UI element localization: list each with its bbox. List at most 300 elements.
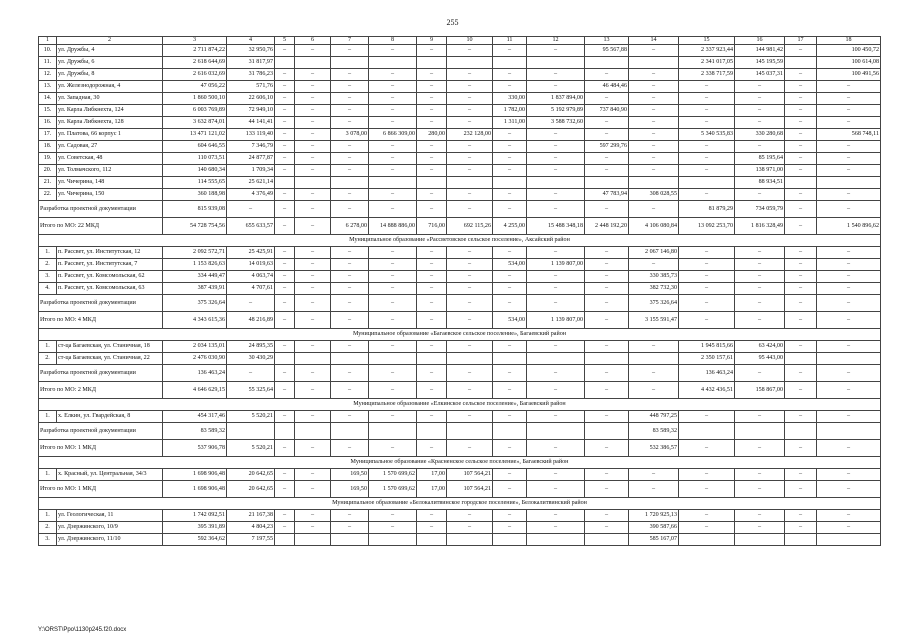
table-cell: – <box>629 201 679 218</box>
table-cell: 4 063,74 <box>227 271 275 283</box>
table-cell <box>331 57 369 69</box>
address-cell: ул. Дружбы, 8 <box>57 69 163 81</box>
table-cell <box>447 353 493 365</box>
table-cell: 81 879,29 <box>679 201 735 218</box>
table-cell: – <box>331 81 369 93</box>
table-cell: 22 606,10 <box>227 93 275 105</box>
table-cell <box>785 177 817 189</box>
table-cell: – <box>447 81 493 93</box>
address-cell: ул. Советская, 48 <box>57 153 163 165</box>
table-cell: 72 949,10 <box>227 105 275 117</box>
table-cell: – <box>817 283 881 295</box>
table-cell: – <box>785 271 817 283</box>
table-cell: 2 337 923,44 <box>679 45 735 57</box>
table-cell: 144 981,42 <box>735 45 785 57</box>
table-cell <box>275 423 295 440</box>
table-cell: – <box>447 141 493 153</box>
table-cell: 1 816 328,49 <box>735 218 785 235</box>
table-cell: 3 632 874,01 <box>163 117 227 129</box>
table-cell: 2 034 135,01 <box>163 341 227 353</box>
table-cell: 6 866 309,00 <box>369 129 417 141</box>
table-cell: – <box>295 69 331 81</box>
table-cell: 44 141,41 <box>227 117 275 129</box>
table-cell: – <box>295 510 331 522</box>
address-cell: ул. Дружбы, 6 <box>57 57 163 69</box>
table-cell: – <box>275 312 295 329</box>
table-cell: – <box>527 295 585 312</box>
table-cell: – <box>527 165 585 177</box>
summary-label: Разработка проектной документации <box>39 365 163 382</box>
table-cell: 4 376,49 <box>227 189 275 201</box>
table-cell: – <box>295 283 331 295</box>
table-cell: 655 633,57 <box>227 218 275 235</box>
table-cell: – <box>679 189 735 201</box>
table-cell: – <box>493 271 527 283</box>
summary-row <box>39 423 881 440</box>
table-cell: – <box>417 259 447 271</box>
table-cell: 815 939,08 <box>163 201 227 218</box>
table-cell: – <box>817 365 881 382</box>
table-cell <box>275 57 295 69</box>
table-cell: – <box>295 153 331 165</box>
table-cell: – <box>735 81 785 93</box>
table-cell: 47 056,22 <box>163 81 227 93</box>
table-cell: – <box>527 69 585 81</box>
table-cell: – <box>679 481 735 498</box>
table-cell <box>331 423 369 440</box>
table-cell <box>629 57 679 69</box>
table-cell: – <box>817 105 881 117</box>
table-cell: 2 618 644,69 <box>163 57 227 69</box>
address-cell: ул. Дзержинского, 11/10 <box>57 534 163 546</box>
table-cell: 7 346,79 <box>227 141 275 153</box>
row-number: 1. <box>39 341 57 353</box>
table-cell: – <box>369 189 417 201</box>
table-cell: – <box>331 247 369 259</box>
table-cell: – <box>417 165 447 177</box>
table-row <box>39 141 881 153</box>
table-cell: – <box>585 93 629 105</box>
table-cell: – <box>295 522 331 534</box>
table-cell: 4 646 629,15 <box>163 382 227 399</box>
summary-row <box>39 382 881 399</box>
table-cell: – <box>369 295 417 312</box>
table-cell: – <box>585 295 629 312</box>
table-cell: – <box>785 247 817 259</box>
table-cell: 110 073,51 <box>163 153 227 165</box>
table-cell: 100 450,72 <box>817 45 881 57</box>
table-cell: – <box>585 522 629 534</box>
table-cell: – <box>785 510 817 522</box>
table-cell: 534,00 <box>493 312 527 329</box>
table-row <box>39 105 881 117</box>
table-cell: – <box>527 522 585 534</box>
table-cell: – <box>527 247 585 259</box>
table-cell: 133 119,40 <box>227 129 275 141</box>
table-cell: – <box>447 341 493 353</box>
table-cell <box>817 534 881 546</box>
table-cell: – <box>331 411 369 423</box>
table-cell: – <box>785 189 817 201</box>
table-cell: 390 587,66 <box>629 522 679 534</box>
table-cell <box>447 534 493 546</box>
table-cell: – <box>817 189 881 201</box>
summary-row <box>39 218 881 235</box>
table-cell: – <box>679 283 735 295</box>
table-cell: – <box>447 312 493 329</box>
table-cell: 114 555,65 <box>163 177 227 189</box>
table-cell: – <box>527 365 585 382</box>
table-cell <box>447 57 493 69</box>
table-row <box>39 69 881 81</box>
table-cell: – <box>527 440 585 457</box>
table-cell: – <box>629 45 679 57</box>
table-cell: – <box>275 141 295 153</box>
table-cell: – <box>295 81 331 93</box>
table-cell: – <box>785 81 817 93</box>
table-cell: – <box>417 382 447 399</box>
table-cell: – <box>679 510 735 522</box>
table-row <box>39 117 881 129</box>
table-cell: 48 216,89 <box>227 312 275 329</box>
table-cell: – <box>369 411 417 423</box>
table-cell: 15 488 348,18 <box>527 218 585 235</box>
table-cell <box>275 177 295 189</box>
column-number-cell: 17 <box>785 37 817 45</box>
table-cell: – <box>585 469 629 481</box>
table-cell: – <box>331 259 369 271</box>
table-cell: 2 616 032,69 <box>163 69 227 81</box>
table-cell: – <box>679 81 735 93</box>
table-cell: 568 748,11 <box>817 129 881 141</box>
column-number-cell: 1 <box>39 37 57 45</box>
table-cell: – <box>331 189 369 201</box>
table-cell: – <box>295 365 331 382</box>
table-cell: 140 680,34 <box>163 165 227 177</box>
table-cell: – <box>735 283 785 295</box>
row-number: 22. <box>39 189 57 201</box>
table-cell: – <box>369 165 417 177</box>
table-cell: 169,50 <box>331 469 369 481</box>
table-cell: – <box>585 271 629 283</box>
table-cell: 21 167,38 <box>227 510 275 522</box>
table-cell: – <box>275 247 295 259</box>
summary-row <box>39 481 881 498</box>
table-cell: – <box>817 469 881 481</box>
row-number: 18. <box>39 141 57 153</box>
table-cell: – <box>585 283 629 295</box>
table-cell <box>527 423 585 440</box>
table-cell: – <box>447 93 493 105</box>
table-cell: – <box>629 259 679 271</box>
column-number-cell: 14 <box>629 37 679 45</box>
table-cell: – <box>275 45 295 57</box>
address-cell: ул. Карла Либкнехта, 124 <box>57 105 163 117</box>
table-cell: 2 711 874,22 <box>163 45 227 57</box>
table-cell <box>331 534 369 546</box>
table-cell: 592 364,62 <box>163 534 227 546</box>
summary-label: Разработка проектной документации <box>39 295 163 312</box>
table-cell: 95 443,00 <box>735 353 785 365</box>
table-cell: – <box>369 93 417 105</box>
address-cell: ул. Карла Либкнехта, 128 <box>57 117 163 129</box>
table-cell: – <box>331 201 369 218</box>
row-number: 3. <box>39 271 57 283</box>
table-cell: – <box>785 153 817 165</box>
table-cell: – <box>331 165 369 177</box>
table-cell: 1 570 699,62 <box>369 481 417 498</box>
table-cell: – <box>275 259 295 271</box>
row-number: 20. <box>39 165 57 177</box>
table-cell: – <box>585 165 629 177</box>
table-cell: 6 003 769,89 <box>163 105 227 117</box>
table-cell: 13 092 253,70 <box>679 218 735 235</box>
table-cell: – <box>527 81 585 93</box>
table-cell: – <box>493 341 527 353</box>
table-cell: – <box>817 382 881 399</box>
table-cell: 85 195,64 <box>735 153 785 165</box>
table-cell: – <box>331 382 369 399</box>
table-cell: 136 463,24 <box>679 365 735 382</box>
row-number: 21. <box>39 177 57 189</box>
table-cell: – <box>785 141 817 153</box>
table-cell: – <box>331 522 369 534</box>
table-cell: – <box>447 295 493 312</box>
table-cell <box>629 353 679 365</box>
table-cell: – <box>295 201 331 218</box>
summary-label: Разработка проектной документации <box>39 201 163 218</box>
table-cell: – <box>785 522 817 534</box>
table-cell: – <box>785 69 817 81</box>
table-cell: 1 540 896,62 <box>817 218 881 235</box>
table-cell: – <box>785 45 817 57</box>
table-cell: – <box>585 440 629 457</box>
table-cell: – <box>447 365 493 382</box>
table-cell: – <box>275 81 295 93</box>
table-cell: 107 564,21 <box>447 481 493 498</box>
table-cell: – <box>331 312 369 329</box>
table-cell: – <box>817 93 881 105</box>
table-cell: – <box>735 247 785 259</box>
address-cell: ст-ца Багаевская, ул. Станичная, 18 <box>57 341 163 353</box>
column-number-cell: 9 <box>417 37 447 45</box>
table-cell: – <box>447 382 493 399</box>
table-cell <box>527 534 585 546</box>
table-cell: – <box>679 522 735 534</box>
table-cell: – <box>275 189 295 201</box>
table-cell: 3 588 732,60 <box>527 117 585 129</box>
table-cell: – <box>417 141 447 153</box>
table-cell <box>227 423 275 440</box>
table-cell <box>585 57 629 69</box>
table-cell: – <box>493 81 527 93</box>
table-cell: – <box>275 201 295 218</box>
table-cell: 24 895,35 <box>227 341 275 353</box>
table-cell: 4 255,00 <box>493 218 527 235</box>
row-number: 13. <box>39 81 57 93</box>
table-cell: – <box>417 105 447 117</box>
table-cell: 3 155 591,47 <box>629 312 679 329</box>
table-cell: – <box>527 271 585 283</box>
table-row <box>39 469 881 481</box>
table-cell: – <box>493 69 527 81</box>
table-row <box>39 271 881 283</box>
table-cell: – <box>817 247 881 259</box>
table-cell: 1 698 906,48 <box>163 481 227 498</box>
table-cell <box>785 534 817 546</box>
table-cell: – <box>275 510 295 522</box>
table-cell: – <box>447 153 493 165</box>
table-cell: – <box>817 141 881 153</box>
row-number: 1. <box>39 510 57 522</box>
table-cell: – <box>295 411 331 423</box>
table-cell: 1 945 815,66 <box>679 341 735 353</box>
table-cell: – <box>785 481 817 498</box>
column-number-cell: 8 <box>369 37 417 45</box>
table-cell: – <box>527 481 585 498</box>
table-cell: – <box>417 440 447 457</box>
table-cell <box>295 353 331 365</box>
table-cell: – <box>629 141 679 153</box>
table-cell <box>295 177 331 189</box>
table-cell: – <box>493 129 527 141</box>
table-cell: – <box>679 117 735 129</box>
table-cell <box>585 534 629 546</box>
table-cell: – <box>735 510 785 522</box>
table-cell: – <box>369 312 417 329</box>
column-number-cell: 6 <box>295 37 331 45</box>
table-cell: – <box>295 93 331 105</box>
table-cell: – <box>817 295 881 312</box>
table-cell: – <box>369 440 417 457</box>
table-cell: – <box>369 259 417 271</box>
table-cell: 3 078,00 <box>331 129 369 141</box>
table-cell: – <box>493 440 527 457</box>
table-cell: 31 817,97 <box>227 57 275 69</box>
table-cell: – <box>785 411 817 423</box>
table-cell <box>817 353 881 365</box>
table-cell: – <box>629 81 679 93</box>
table-cell: – <box>227 365 275 382</box>
column-number-cell: 10 <box>447 37 493 45</box>
table-cell: – <box>817 411 881 423</box>
table-cell: 454 317,46 <box>163 411 227 423</box>
table-cell: 6 278,00 <box>331 218 369 235</box>
table-cell: – <box>295 45 331 57</box>
address-cell: ул. Толмачского, 112 <box>57 165 163 177</box>
table-cell: – <box>275 218 295 235</box>
table-cell: – <box>817 201 881 218</box>
table-cell <box>679 423 735 440</box>
table-cell <box>417 534 447 546</box>
table-cell: 83 589,32 <box>163 423 227 440</box>
table-cell: 360 188,98 <box>163 189 227 201</box>
summary-label: Итого по МО: 1 МКД <box>39 440 163 457</box>
table-cell: – <box>447 45 493 57</box>
table-cell: – <box>369 141 417 153</box>
table-cell: – <box>331 271 369 283</box>
table-cell: – <box>275 341 295 353</box>
table-cell: – <box>417 189 447 201</box>
table-cell: 47 783,94 <box>585 189 629 201</box>
table-cell: – <box>331 510 369 522</box>
table-cell: – <box>417 45 447 57</box>
summary-row <box>39 201 881 218</box>
row-number: 17. <box>39 129 57 141</box>
table-row <box>39 283 881 295</box>
table-cell: 532 386,57 <box>629 440 679 457</box>
table-cell: – <box>527 341 585 353</box>
table-cell: 136 463,24 <box>163 365 227 382</box>
table-cell: – <box>679 153 735 165</box>
table-cell: – <box>785 295 817 312</box>
table-cell: – <box>417 312 447 329</box>
table-cell: – <box>585 259 629 271</box>
summary-row <box>39 440 881 457</box>
table-cell: – <box>817 510 881 522</box>
table-cell: – <box>275 440 295 457</box>
table-cell: 1 153 826,63 <box>163 259 227 271</box>
table-cell: – <box>493 165 527 177</box>
table-cell: – <box>275 117 295 129</box>
row-number: 16. <box>39 117 57 129</box>
table-cell: – <box>295 440 331 457</box>
table-cell: – <box>735 259 785 271</box>
table-cell: – <box>295 481 331 498</box>
column-number-cell: 11 <box>493 37 527 45</box>
table-cell: 375 326,64 <box>163 295 227 312</box>
table-cell: 585 167,07 <box>629 534 679 546</box>
table-cell: – <box>275 481 295 498</box>
table-cell: – <box>369 105 417 117</box>
table-cell: – <box>295 341 331 353</box>
table-cell: – <box>493 153 527 165</box>
table-cell: 1 720 925,13 <box>629 510 679 522</box>
table-cell: – <box>447 247 493 259</box>
table-cell: 25 425,91 <box>227 247 275 259</box>
table-cell: 158 867,00 <box>735 382 785 399</box>
table-cell: 54 728 754,56 <box>163 218 227 235</box>
table-cell: – <box>785 218 817 235</box>
table-cell: – <box>227 295 275 312</box>
table-cell: – <box>785 93 817 105</box>
table-row <box>39 81 881 93</box>
table-cell <box>493 534 527 546</box>
table-cell: – <box>331 93 369 105</box>
address-cell: ст-ца Багаевская, ул. Станичная, 22 <box>57 353 163 365</box>
table-cell <box>785 423 817 440</box>
table-cell: – <box>295 189 331 201</box>
table-cell: 24 877,87 <box>227 153 275 165</box>
table-cell: 232 128,00 <box>447 129 493 141</box>
table-cell <box>585 423 629 440</box>
table-cell: 2 341 017,05 <box>679 57 735 69</box>
table-cell: 31 786,23 <box>227 69 275 81</box>
table-cell <box>585 177 629 189</box>
municipality-title: Муниципальное образование «Белокалитвинское городское поселение», Белокалитвинский район <box>39 498 881 510</box>
table-cell: – <box>275 295 295 312</box>
table-cell: – <box>331 365 369 382</box>
address-cell: п. Рассвет, ул. Институтская, 12 <box>57 247 163 259</box>
table-cell: – <box>629 481 679 498</box>
table-cell: – <box>493 283 527 295</box>
table-cell <box>493 177 527 189</box>
table-cell <box>493 57 527 69</box>
column-number-cell: 13 <box>585 37 629 45</box>
table-cell: – <box>417 81 447 93</box>
table-cell: 716,00 <box>417 218 447 235</box>
table-cell: – <box>295 271 331 283</box>
